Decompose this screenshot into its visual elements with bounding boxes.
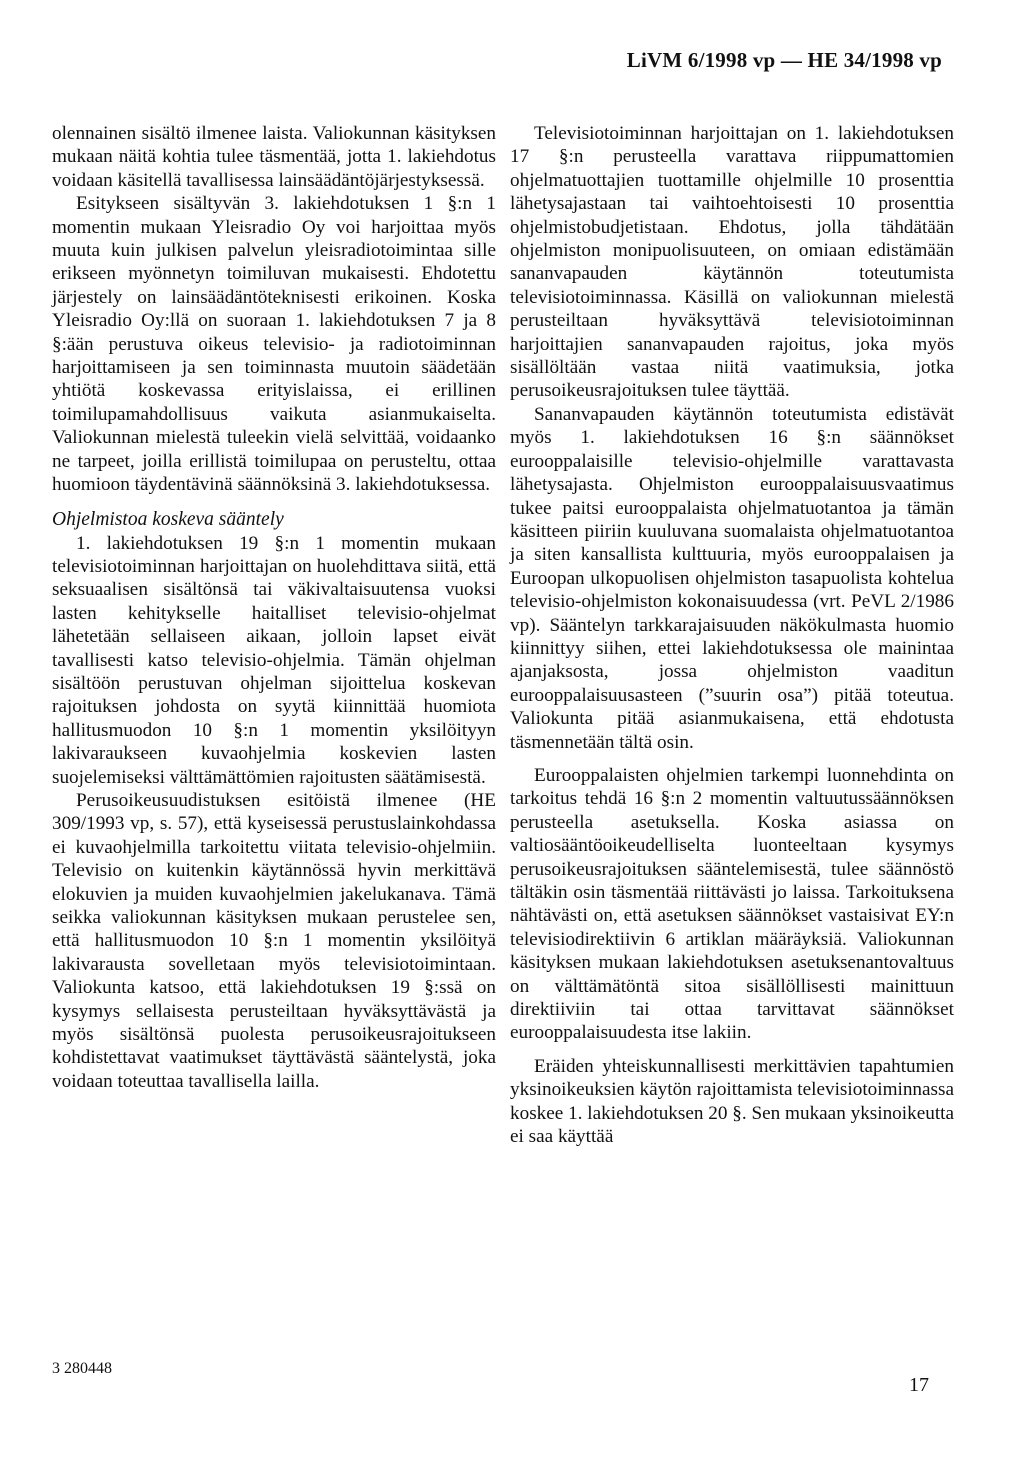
page-number: 17 — [909, 1374, 929, 1396]
left-paragraph-3: 1. lakiehdotuksen 19 §:n 1 momentin mukaan televisiotoiminnan harjoittajan on huolehdittava siitä, että seksuaalisen sisältönsä tai väkivaltaisuutensa vuoksi lasten kehitykselle haitalliset televisio-ohjelmat lähetetään sellaiseen aikaan, jolloin lapset eivät tavallisesti katso televisio-ohjelmia. Tämän ohjelman sisältöön perustuvan ohjelman sijoittelua koskevan rajoituksen johdosta on syytä kiinnittää huomiota hallitusmuodon 10 §:n 1 momentin yksilöityyn lakivaraukseen kuvaohjelmia koskevien lasten suojelemiseksi välttämättömien rajoitusten säätämisestä. — [52, 532, 496, 788]
right-paragraph-1: Televisiotoiminnan harjoittajan on 1. lakiehdotuksen 17 §:n perusteella varattava riippumattomien ohjelmatuottajien tuottamille ohjelmille 10 prosenttia lähetysajastaan tai vaihtoehtoisesti 10 prosenttia ohjelmistobudjetistaan. Ehdotus, jolla tähdätään ohjelmiston monipuolisuuteen, on omiaan edistämään sananvapauden käytännön toteutumista televisiotoiminnassa. Käsillä on valiokunnan mielestä perusteiltaan hyväksyttävä televisiotoiminnan harjoittajien sananvapauden rajoitus, joka myös sisällöltään vastaa niitä vaatimuksia, jotka perusoikeusrajoituksen tulee täyttää. — [510, 123, 954, 402]
print-code: 3 280448 — [52, 1360, 112, 1377]
left-column — [52, 122, 496, 1093]
right-paragraph-4: Eräiden yhteiskunnallisesti merkittävien tapahtumien yksinoikeuksien käytön rajoittamista televisiotoiminnassa koskee 1. lakiehdotuksen 20 §. Sen mukaan yksinoikeutta ei saa käyttää — [510, 1055, 954, 1148]
section-heading: Ohjelmistoa koskeva sääntely — [52, 508, 284, 530]
right-paragraph-2: Sananvapauden käytännön toteutumista edistävät myös 1. lakiehdotuksen 16 §:n säännökset eurooppalaisille televisio-ohjelmille varattavasta lähetysajasta. Ohjelmiston eurooppalaisuusvaatimus tukee paitsi eurooppalaista ohjelmatuotantoa ja tämän käsitteen piiriin kuuluvana suomalaista ohjelmatuotantoa ja siten kansallista kulttuuria, myös eurooppalaisen ja Euroopan ulkopuolisen ohjelmiston tasapuolista kohtelua televisio-ohjelmiston kokonaisuudessa (vrt. PeVL 2/1986 vp). Sääntelyn tarkkarajaisuuden näkökulmasta huomio kiinnittyy siihen, ettei lakiehdotuksessa ole mainintaa ajanjaksosta, jossa ohjelmiston vaaditun eurooppalaisuusasteen (”suurin osa”) pitää toteutua. Valiokunta pitää asianmukaisena, että ehdotusta täsmennetään tältä osin. — [510, 403, 954, 753]
right-paragraph-3: Eurooppalaisten ohjelmien tarkempi luonnehdinta on tarkoitus tehdä 16 §:n 2 momentin valtuutussäännöksen perusteella asetuksella. Koska asiassa on valtiosääntöoikeudelliselta luonteeltaan kysymys perusoikeusrajoituksen sääntelemisestä, tulee säännöstö tältäkin osin täsmentää riittävästi jo laissa. Tarkoituksena nähtävästi on, että asetuksen säännökset vastaisivat EY:n televisiodirektiivin 6 artiklan määräyksiä. Valiokunnan käsityksen mukaan lakiehdotuksen asetuksenantovaltuus on välttämätöntä sitoa sisällöllisesti mainittuun direktiiviin tai ottaa tarvittavat säännökset eurooppalaisuudesta itse lakiin. — [510, 764, 954, 1044]
left-paragraph-4: Perusoikeusuudistuksen esitöistä ilmenee (HE 309/1993 vp, s. 57), että kyseisessä perustuslainkohdassa ei kuvaohjelmilla tarkoitettu viitata televisio-ohjelmiin. Televisio on kuitenkin käytännössä hyvin merkittävä elokuvien ja muiden kuvaohjelmien jakelukanava. Tämä seikka valiokunnan käsityksen mukaan perustelee sen, että hallitusmuodon 10 §:n 1 momentin yksilöityä lakivarausta sovelletaan myös televisiotoimintaan. Valiokunta katsoo, että lakiehdotuksen 19 §:ssä on kysymys sellaisesta perusteiltaan hyväksyttävästä ja myös sisältönsä puolesta perusoikeusrajoitukseen kohdistettavat vaatimukset täyttävästä sääntelystä, joka voidaan toteuttaa tavallisella lailla. — [52, 789, 496, 1092]
right-column — [510, 122, 954, 1148]
left-paragraph-1: olennainen sisältö ilmenee laista. Valiokunnan käsityksen mukaan näitä kohtia tulee täsmentää, jotta 1. lakiehdotus voidaan käsitellä tavallisessa lainsäädäntöjärjestyksessä. — [52, 123, 496, 191]
running-header: LiVM 6/1998 vp — HE 34/1998 vp — [626, 48, 942, 72]
left-paragraph-2: Esitykseen sisältyvän 3. lakiehdotuksen 1 §:n 1 momentin mukaan Yleisradio Oy voi harjoittaa myös muuta kuin julkisen palvelun yleisradiotoimintaa sille erikseen myönnetyn toimiluvan mukaisesti. Ehdotettu järjestely on lainsäädäntöteknisesti erikoinen. Koska Yleisradio Oy:llä on suoraan 1. lakiehdotuksen 7 ja 8 §:ään perustuva oikeus televisio- ja radiotoiminnan harjoittamiseen ja sen toiminnasta muutoin säädetään yhtiötä koskevassa erityislaissa, ei erillinen toimilupamahdollisuus vaikuta asianmukaiselta. Valiokunnan mielestä tuleekin vielä selvittää, voidaanko ne tarpeet, joilla erillistä toimilupaa on perusteltu, ottaa huomioon täydentävinä säännöksinä 3. lakiehdotuksessa. — [52, 193, 496, 496]
